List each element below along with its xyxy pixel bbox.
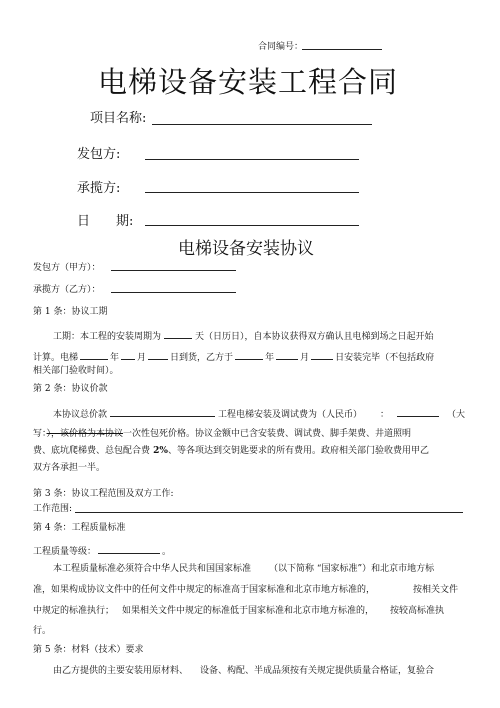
contract-number-blank xyxy=(302,49,382,50)
article-5-line-1: 由乙方提供的主要安装用原材料、 设备、构配、半成品须按有关规定提供质量合格证，复验合 xyxy=(53,666,435,676)
article-2-title: 第 2 条：协议价款 xyxy=(33,384,108,394)
article-2-line-4: 双方各承担一半。 xyxy=(33,463,106,473)
article-3-title: 第 3 条：协议工程范围及双方工作: xyxy=(33,489,174,499)
article-4-line-3: 中规定的标准执行； 如果相关文件中规定的标准低于国家标准和北京市地方标准的， 按较高标准执 xyxy=(33,606,445,616)
article-2-line-1: 本协议总价款 工程电梯安装及调试费为（人民币） ： （大 xyxy=(53,404,465,420)
employer-label: 发包方: xyxy=(77,147,121,162)
work-scope-blank xyxy=(75,512,463,513)
agreement-subtitle: 电梯设备安装协议 xyxy=(178,239,314,259)
article-4-line-1: 本工程质量标准必须符合中华人民共和国国家标准 （以下简称 “国家标准”）和北京市地方标 xyxy=(53,564,435,574)
article-4-title: 第 4 条：工程质量标准 xyxy=(33,523,126,533)
contractor-blank xyxy=(145,192,359,193)
article-4-line-4: 行。 xyxy=(33,626,52,636)
party-a-blank xyxy=(111,270,236,271)
article-1-title: 第 1 条：协议工期 xyxy=(33,307,108,317)
article-4-line-2: 准，如果构成协议文件中的任何文件中规定的标准高于国家标准和北京市地方标准的， 按相关文件 xyxy=(33,585,459,595)
quality-grade-line: 工程质量等级： 。 xyxy=(33,541,171,557)
party-b-label: 承揽方（乙方）： xyxy=(33,285,101,295)
party-b-blank xyxy=(111,292,236,293)
article-1-line-3: 相关部门验收时间）。 xyxy=(33,366,119,376)
project-name-blank xyxy=(152,124,372,125)
date-label: 日 期: xyxy=(77,214,134,229)
article-2-line-3: 费、底坑爬梯费、总包配合费 2%、等各项达到交钥匙要求的所有费用。政府相关部门验收费用甲乙 xyxy=(33,446,429,456)
contractor-label: 承揽方: xyxy=(77,181,121,196)
party-a-label: 发包方（甲方）： xyxy=(33,263,101,273)
article-1-line-1: 工期：本工程的安装周期为 天（日历日），自本协议获得双方确认且电梯到场之日起开始 xyxy=(53,326,434,342)
employer-blank xyxy=(145,159,359,160)
contract-number-label: 合同编号： xyxy=(258,42,304,52)
article-5-title: 第 5 条：材料（技术）要求 xyxy=(33,645,144,655)
article-1-line-2: 计算。电梯 年 月 日到货，乙方于 年 月 日安装完毕（不包括政府 xyxy=(33,347,434,363)
project-name-label: 项目名称: xyxy=(90,111,147,126)
article-2-line-2: 写：），该价格为本协议一次性包死价格。协议金额中已含安装费、调试费、脚手架费、井道照明 xyxy=(33,429,412,439)
main-title: 电梯设备安装工程合同 xyxy=(98,65,399,99)
date-blank xyxy=(145,225,359,226)
work-scope-label: 工作范围: xyxy=(33,504,73,514)
